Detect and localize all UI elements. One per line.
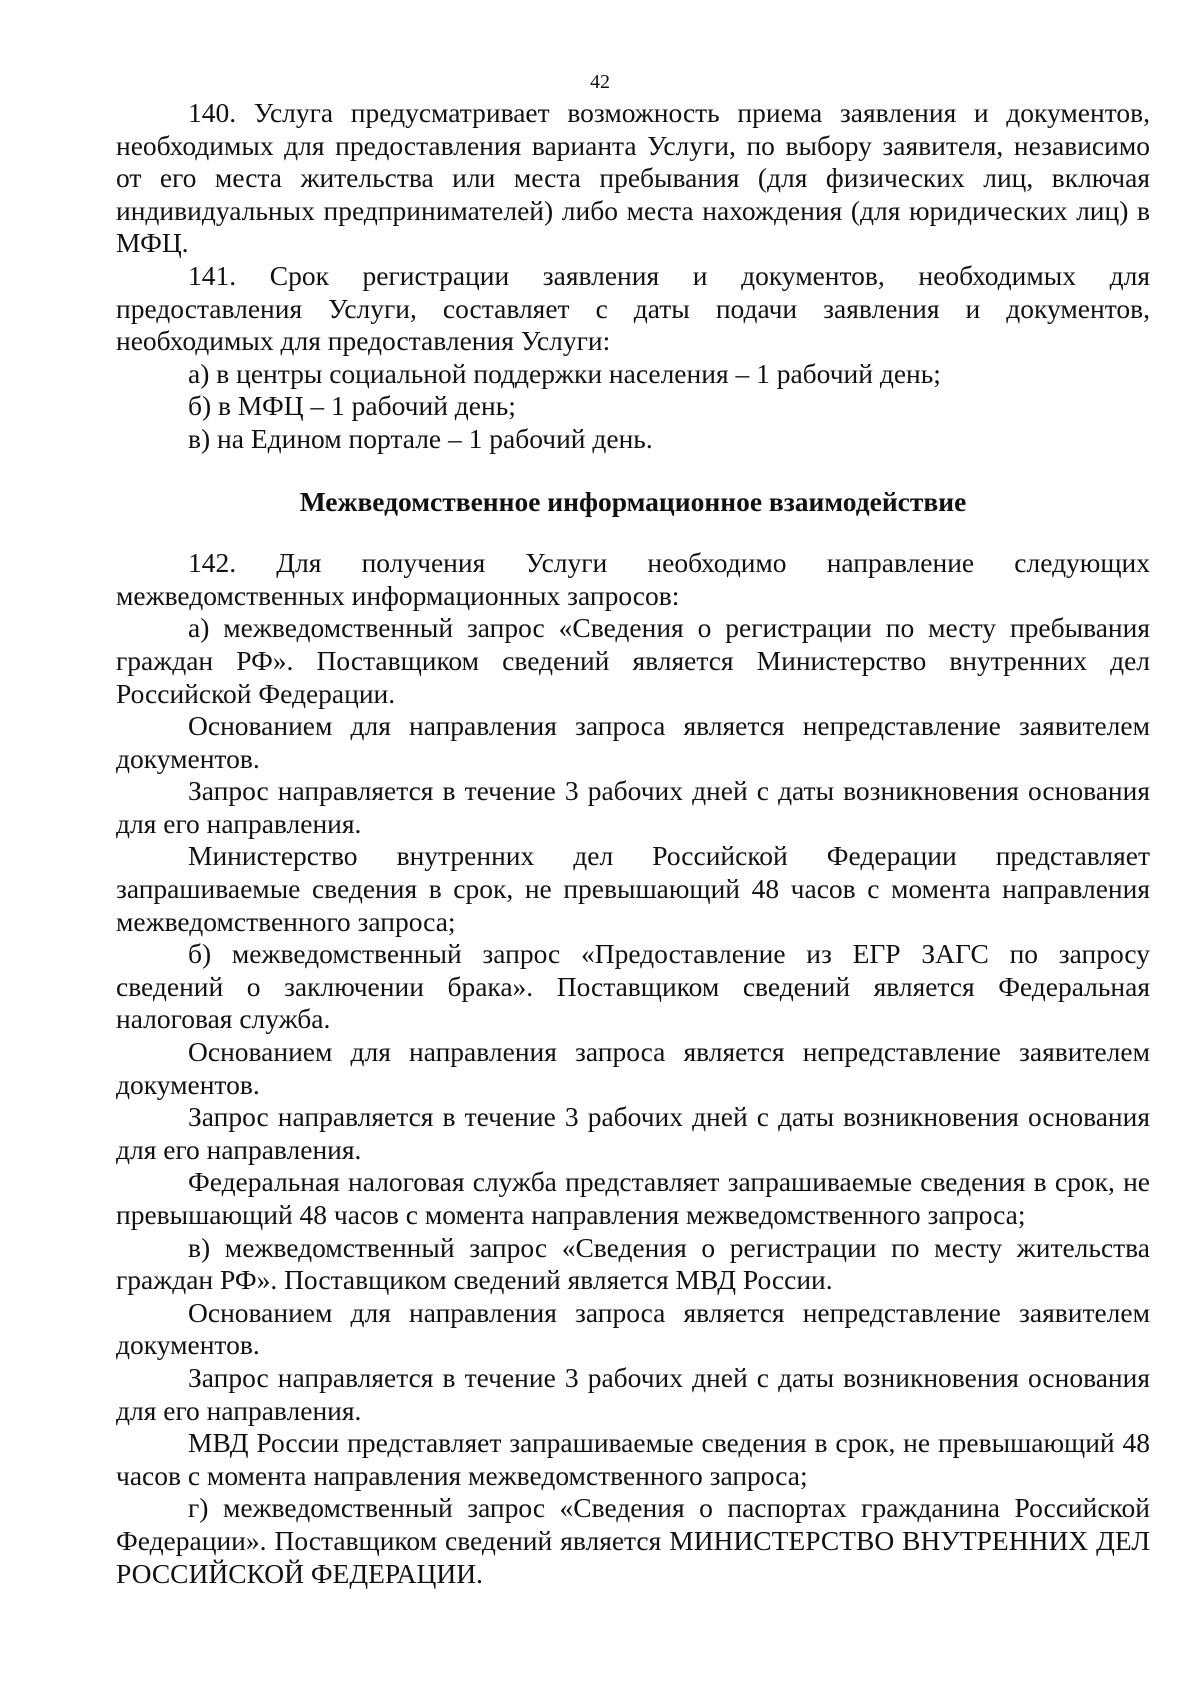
paragraph-142-a-basis: Основанием для направления запроса является непредставление заявителем документов.: [116, 710, 1150, 774]
paragraph-142-v-basis: Основанием для направления запроса является непредставление заявителем документов.: [116, 1296, 1150, 1361]
paragraph-142-a-timing: Запрос направляется в течение 3 рабочих дней с даты возникновения основания для его направления.: [116, 775, 1150, 839]
paragraph-142-v: в) межведомственный запрос «Сведения о регистрации по месту жительства граждан РФ». Поставщиком сведений является МВД России.: [116, 1231, 1150, 1296]
paragraph-141-b: б) в МФЦ – 1 рабочий день;: [188, 390, 516, 422]
paragraph-142-a: а) межведомственный запрос «Сведения о регистрации по месту пребывания граждан РФ». Поставщиком сведений является Министерство внутренних дел Российской Федерации.: [116, 612, 1150, 709]
paragraph-142: 142. Для получения Услуги необходимо направление следующих межведомственных информационных запросов:: [116, 547, 1150, 611]
paragraph-142-b-timing: Запрос направляется в течение 3 рабочих дней с даты возникновения основания для его направления.: [116, 1101, 1150, 1165]
page-number: 42: [590, 71, 610, 93]
paragraph-142-v-response: МВД России представляет запрашиваемые сведения в срок, не превышающий 48 часов с момента направления межведомственного запроса;: [116, 1427, 1150, 1491]
paragraph-140: 140. Услуга предусматривает возможность приема заявления и документов, необходимых для предоставления варианта Услуги, по выбору заявителя, независимо от его места жительства или места пребывания (для физических лиц, включая индивидуальных предпринимателей) либо места нахождения (для юридических лиц) в МФЦ.: [116, 97, 1150, 259]
section-heading: Межведомственное информационное взаимодействие: [299, 485, 967, 517]
paragraph-141-v: в) на Едином портале – 1 рабочий день.: [188, 422, 653, 454]
document-body: [116, 97, 1150, 1590]
paragraph-142-b-response: Федеральная налоговая служба представляет запрашиваемые сведения в срок, не превышающий 48 часов с момента направления межведомственного запроса;: [116, 1166, 1150, 1230]
paragraph-142-v-timing: Запрос направляется в течение 3 рабочих дней с даты возникновения основания для его направления.: [116, 1361, 1150, 1426]
paragraph-141-a: а) в центры социальной поддержки населения – 1 рабочий день;: [188, 357, 941, 389]
paragraph-141: 141. Срок регистрации заявления и документов, необходимых для предоставления Услуги, составляет с даты подачи заявления и документов, необходимых для предоставления Услуги:: [116, 259, 1150, 357]
paragraph-142-a-response: Министерство внутренних дел Российской Федерации представляет запрашиваемые сведения в срок, не превышающий 48 часов с момента направления межведомственного запроса;: [116, 840, 1150, 937]
paragraph-142-b-basis: Основанием для направления запроса является непредставление заявителем документов.: [116, 1036, 1150, 1100]
paragraph-142-b: б) межведомственный запрос «Предоставление из ЕГР ЗАГС по запросу сведений о заключении брака». Поставщиком сведений является Федеральная налоговая служба.: [116, 938, 1150, 1035]
paragraph-142-g: г) межведомственный запрос «Сведения о паспортах гражданина Российской Федерации». Поставщиком сведений является МИНИСТЕРСТВО ВНУТРЕННИХ ДЕЛ РОССИЙСКОЙ ФЕДЕРАЦИИ.: [116, 1492, 1150, 1589]
